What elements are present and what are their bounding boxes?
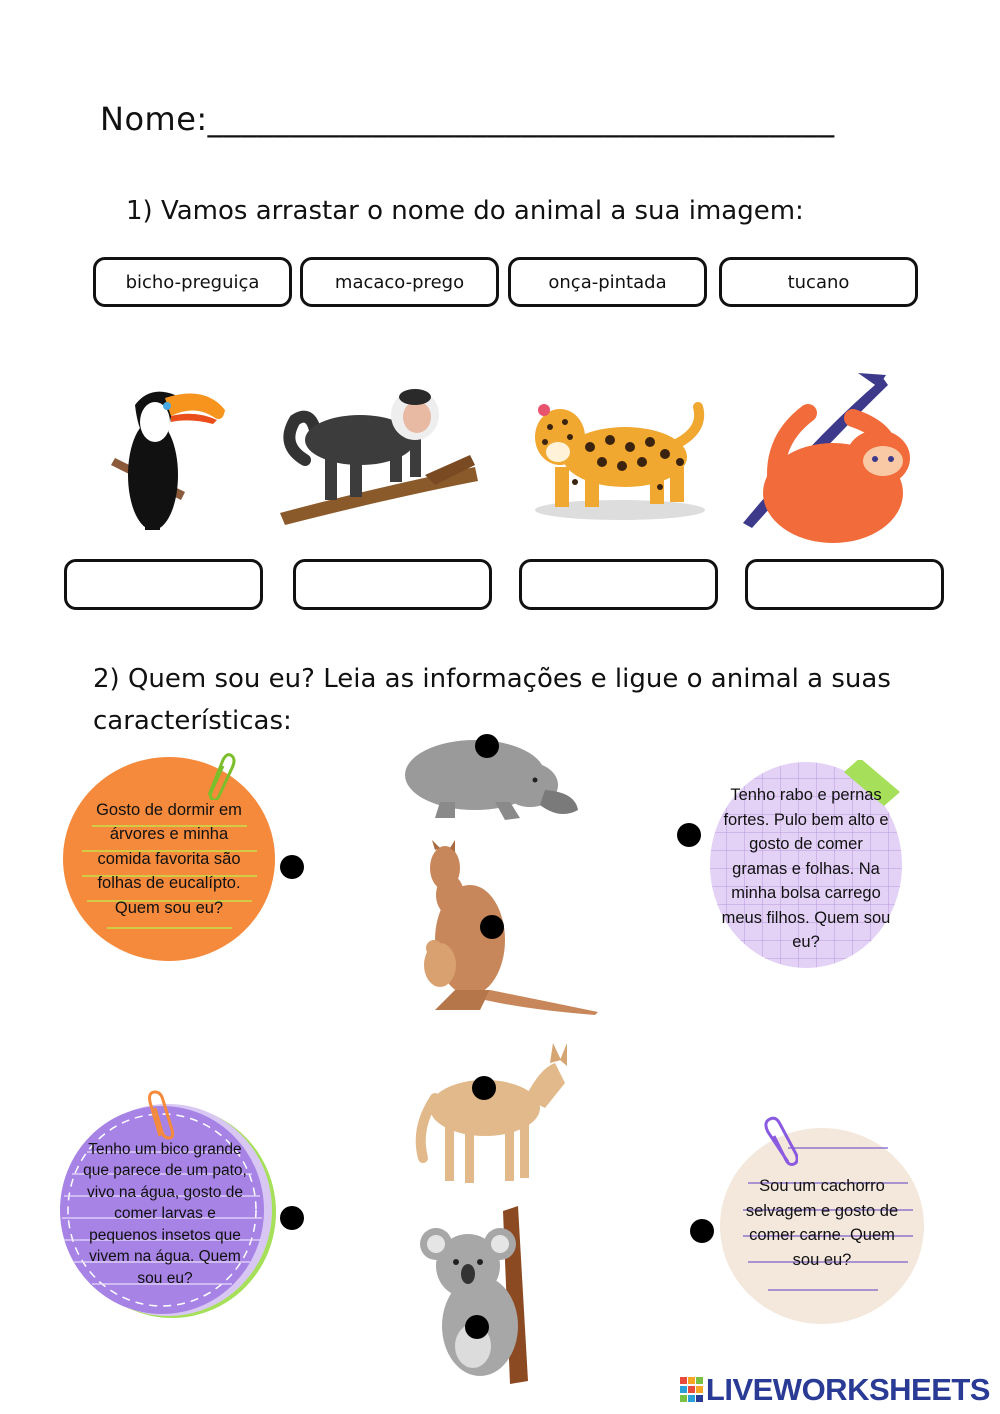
dot-dingo[interactable] — [472, 1076, 496, 1100]
clue-platypus-text: Tenho um bico grande que parece de um pato, vivo na água, gosto de comer larvas e pequenos insetos que vivem na água. Quem sou eu? — [83, 1140, 247, 1287]
word-tile-bicho-preguica[interactable]: bicho-preguiça — [93, 257, 292, 307]
clue-dingo-text: Sou um cachorro selvagem e gosto de comer carne. Quem sou eu? — [745, 1177, 899, 1269]
word-tile-macaco-prego[interactable]: macaco-prego — [300, 257, 499, 307]
word-tile-tucano[interactable]: tucano — [719, 257, 918, 307]
drop-box-toucan[interactable] — [64, 559, 263, 610]
dot-clue-dingo[interactable] — [690, 1219, 714, 1243]
dot-clue-kangaroo[interactable] — [677, 823, 701, 847]
name-field[interactable]: Nome:______________________________________ — [100, 100, 835, 138]
logo-text: LIVEWORKSHEETS — [705, 1372, 990, 1407]
drop-box-jaguar[interactable] — [519, 559, 718, 610]
sloth-image — [738, 373, 913, 553]
paperclip-icon — [197, 750, 237, 800]
toucan-image — [95, 380, 235, 535]
drop-box-monkey[interactable] — [293, 559, 492, 610]
question-2-title-line1: 2) Quem sou eu? Leia as informações e ligue o animal a suas — [93, 664, 891, 694]
drop-box-sloth[interactable] — [745, 559, 944, 610]
clue-kangaroo-text: Tenho rabo e pernas fortes. Pulo bem alto e gosto de comer gramas e folhas. Na minha bolsa carrego meus filhos. Quem sou eu? — [721, 786, 891, 952]
paperclip-icon — [758, 1116, 798, 1168]
logo-icon — [680, 1377, 704, 1403]
dot-platypus[interactable] — [475, 734, 499, 758]
clue-kangaroo — [708, 760, 904, 970]
dot-clue-platypus[interactable] — [280, 1206, 304, 1230]
capuchin-monkey-image — [275, 385, 480, 530]
clue-koala-text: Gosto de dormir em árvores e minha comida favorita são folhas de eucalípto. Quem sou eu? — [96, 800, 242, 917]
dingo-image — [415, 1038, 570, 1188]
question-1-title: 1) Vamos arrastar o nome do animal a sua imagem: — [126, 196, 804, 226]
question-2-title-line2: características: — [93, 706, 292, 736]
dot-kangaroo[interactable] — [480, 915, 504, 939]
liveworksheets-logo — [680, 1372, 990, 1408]
dot-clue-koala[interactable] — [280, 855, 304, 879]
clue-koala — [62, 756, 276, 962]
word-tile-onca-pintada[interactable]: onça-pintada — [508, 257, 707, 307]
clue-platypus — [52, 1092, 278, 1322]
paperclip-icon — [142, 1090, 178, 1140]
kangaroo-image — [410, 840, 600, 1015]
clue-dingo — [718, 1118, 926, 1326]
koala-image — [418, 1206, 543, 1386]
jaguar-image — [530, 392, 710, 522]
dot-koala[interactable] — [465, 1315, 489, 1339]
